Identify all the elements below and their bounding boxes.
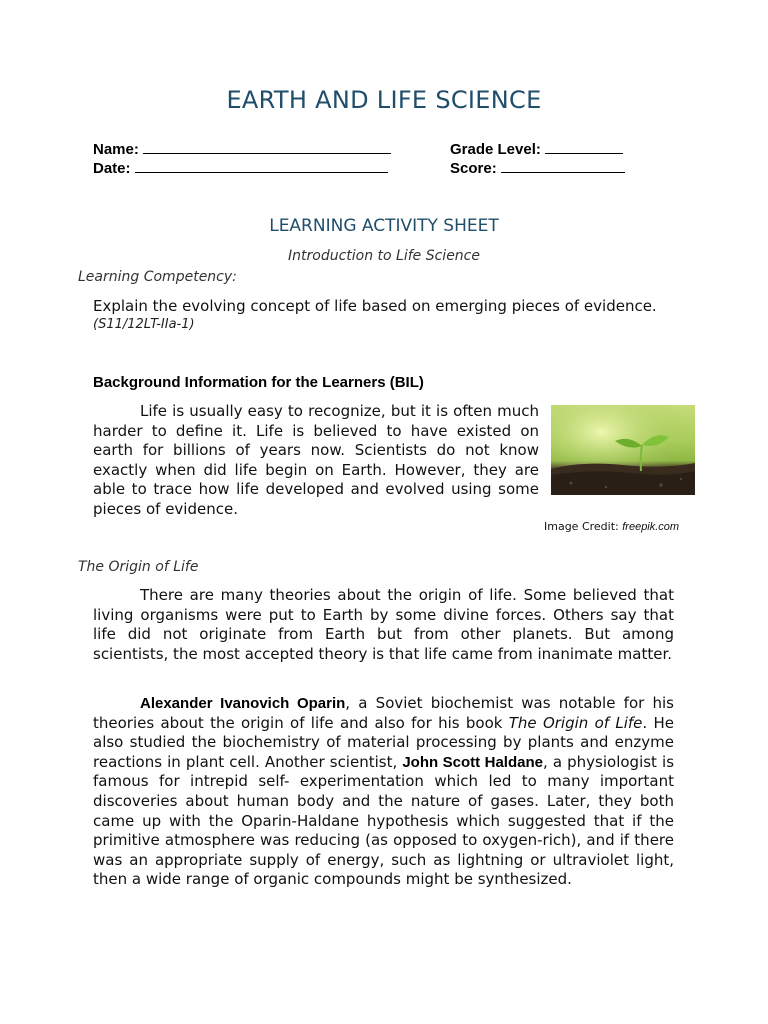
- bil-paragraph: [93, 402, 539, 520]
- origin-paragraph-1-text: There are many theories about the origin of life. Some believed that living organisms were put to Earth by some divine forces. Others say that life did not originate from Earth but from other planets. But among scientists, the most accepted theory is that life came from inanimate matter.: [93, 586, 674, 663]
- credit-label: Image Credit:: [544, 520, 619, 533]
- origin-paragraph-1: [93, 586, 674, 664]
- bil-heading: Background Information for the Learners (BIL): [93, 374, 424, 391]
- oparin-name: Alexander Ivanovich Oparin: [140, 695, 346, 712]
- score-label: Score:: [450, 160, 497, 177]
- credit-source: freepik.com: [622, 521, 680, 533]
- book-title: The Origin of Life: [508, 713, 643, 732]
- image-credit: [544, 520, 679, 533]
- origin-paragraph-2: [93, 694, 674, 890]
- date-blank: [135, 158, 388, 173]
- origin-heading: The Origin of Life: [78, 559, 199, 575]
- grade-level-field: [450, 139, 623, 158]
- bil-paragraph-text: Life is usually easy to recognize, but it is often much harder to define it. Life is believed to have existed on earth for billions of years now. Scientists do not know exactly when did life begin on Earth. However, they are able to trace how life developed and evolved using some pieces of evidence.: [93, 402, 539, 518]
- competency-label: Learning Competency:: [78, 269, 237, 285]
- name-blank: [143, 139, 391, 154]
- lesson-title: Introduction to Life Science: [288, 248, 480, 264]
- origin-p2-part-c: , a physiologist is famous for intrepid self- experimentation which led to many important discoveries about human body and the nature of gases. Later, they both came up with the Oparin-Haldane hypothesis which suggested that if the primitive atmosphere was reducing (as opposed to oxygen-rich), and if there was an appropriate supply of energy, such as lightning or ultraviolet light, then a wide range of organic compounds might be synthesized.: [93, 752, 675, 889]
- grade-level-label: Grade Level:: [450, 141, 541, 158]
- haldane-name: John Scott Haldane: [402, 753, 543, 771]
- grade-level-blank: [545, 139, 623, 154]
- seedling-illustration: [551, 405, 695, 495]
- origin-p2-part-a: , a Soviet biochemist was notable for his theories about the origin of life and also for his book: [93, 694, 674, 732]
- score-field: [450, 158, 625, 177]
- competency-code: (S11/12LT-IIa-1): [93, 317, 195, 332]
- competency-text: Explain the evolving concept of life based on emerging pieces of evidence.: [93, 297, 657, 315]
- document-title: EARTH AND LIFE SCIENCE: [226, 86, 542, 114]
- name-label: Name:: [93, 141, 139, 158]
- date-field: [93, 158, 388, 177]
- score-blank: [501, 158, 625, 173]
- sheet-subtitle: LEARNING ACTIVITY SHEET: [269, 216, 499, 236]
- date-label: Date:: [93, 160, 131, 177]
- seedling-photo: [551, 405, 695, 495]
- origin-p2-part-b: . He also studied the biochemistry of material processing by plants and enzyme reactions in plant cell. Another scientist,: [93, 713, 675, 771]
- name-field: [93, 139, 391, 158]
